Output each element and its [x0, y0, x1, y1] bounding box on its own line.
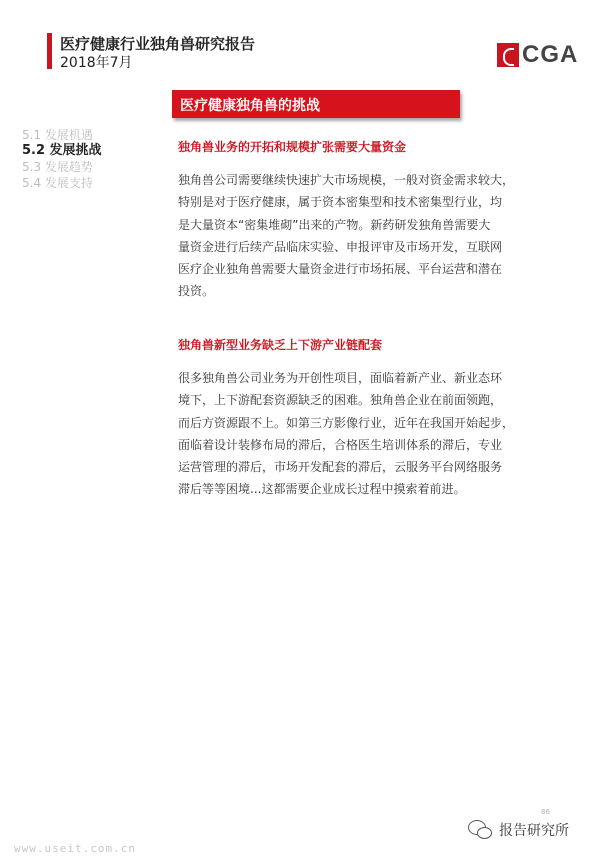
section-nav	[22, 127, 142, 191]
nav-item-5-4[interactable]: 5.4 发展支持	[22, 176, 93, 190]
report-date: 2018年7月	[60, 55, 133, 71]
cga-logo-text: CGA	[522, 41, 579, 68]
paragraph-line: 是大量资本“密集堆砌”出来的产物。新药研发独角兽需要大	[178, 217, 491, 232]
paragraph-line: 医疗企业独角兽需要大量资金进行市场拓展、平台运营和潜在	[178, 262, 503, 277]
paragraph-line: 量资金进行后续产品临床实验、申报评审及市场开发，互联网	[178, 239, 503, 254]
content-block-funding	[178, 138, 558, 303]
watermark-text: 报告研究所	[499, 823, 569, 839]
report-title: 医疗健康行业独角兽研究报告	[60, 35, 256, 53]
sub-heading-funding: 独角兽业务的开拓和规模扩张需要大量资金	[178, 140, 407, 154]
footer-url: www.useit.com.cn	[14, 842, 136, 855]
wechat-watermark	[468, 820, 569, 840]
sub-heading-supply-chain: 独角兽新型业务缺乏上下游产业链配套	[178, 338, 383, 352]
content-block-supply-chain	[178, 336, 558, 501]
section-banner-title: 医疗健康独角兽的挑战	[180, 98, 320, 114]
paragraph-line: 而后方资源跟不上。如第三方影像行业，近年在我国开始起步，	[178, 415, 515, 430]
paragraph-line: 独角兽公司需要继续快速扩大市场规模，一般对资金需求较大，	[178, 173, 515, 187]
page-number: 86	[541, 808, 550, 816]
nav-item-5-3[interactable]: 5.3 发展趋势	[22, 160, 93, 174]
paragraph-line: 投资。	[178, 284, 215, 299]
section-banner	[172, 90, 460, 118]
paragraph-line: 很多独角兽公司业务为开创性项目，面临着新产业、新业态环	[178, 371, 503, 385]
paragraph-line: 运营管理的滞后，市场开发配套的滞后，云服务平台网络服务	[178, 460, 503, 475]
header-accent-bar	[47, 33, 52, 69]
nav-item-5-2[interactable]: 5.2 发展挑战	[22, 143, 102, 158]
paragraph-supply-chain	[178, 367, 558, 501]
paragraph-line: 境下，上下游配套资源缺乏的困难。独角兽企业在前面领跑，	[178, 393, 503, 408]
paragraph-funding	[178, 169, 558, 303]
paragraph-line: 面临着设计装修布局的滞后，合格医生培训体系的滞后，专业	[178, 437, 503, 452]
wechat-icon	[468, 820, 492, 840]
paragraph-line: 特别是对于医疗健康，属于资本密集型和技术密集型行业，均	[178, 195, 503, 210]
nav-item-5-1[interactable]: 5.1 发展机遇	[22, 128, 93, 142]
cga-logo	[497, 42, 578, 68]
cga-logo-mark-icon	[497, 43, 519, 67]
paragraph-line: 滞后等等困境...这都需要企业成长过程中摸索着前进。	[178, 482, 466, 497]
